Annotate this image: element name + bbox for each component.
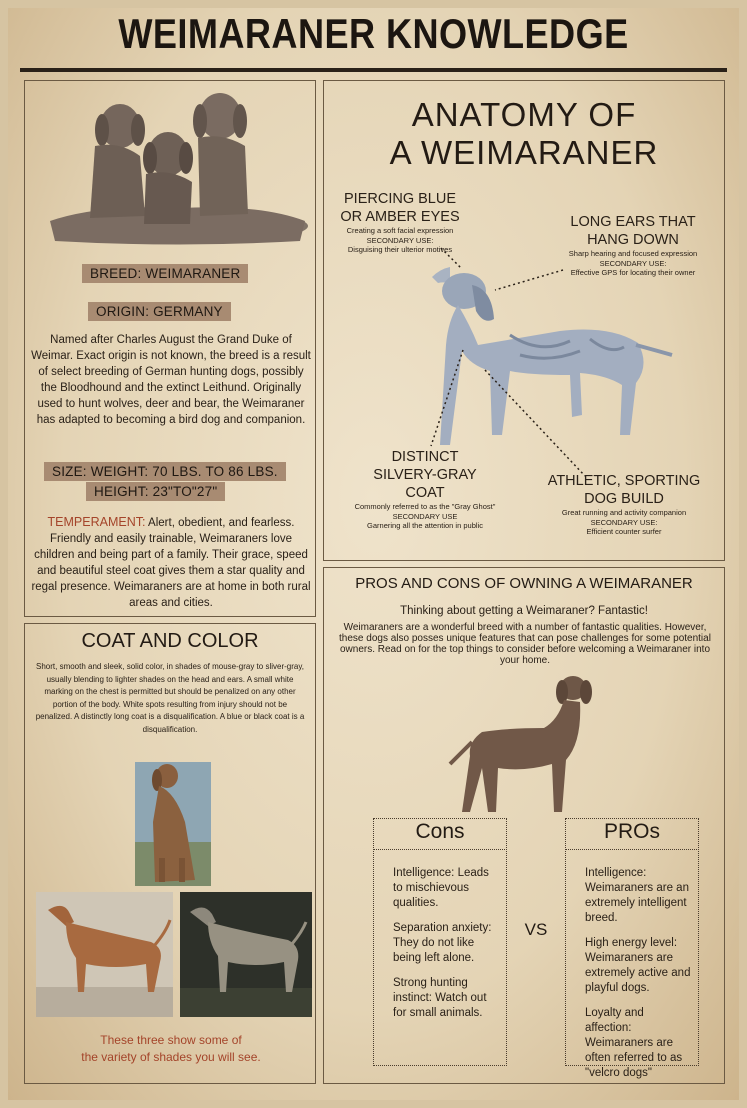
pros-cons-intro: Weimaraners are a wonderful breed with a number of fantastic qualities. However, these dogs also posses unique features that can pose challenges for some potential owners. Read on for the top things to consider before welcoming a Weimaraner into your home.: [339, 622, 711, 666]
title-divider: [20, 68, 727, 72]
pros-list: [585, 866, 691, 1081]
coat-sub-3: Garnering all the attention in public: [367, 521, 483, 530]
dog-photo-reddish: [36, 892, 173, 1017]
build-label-line2: DOG BUILD: [584, 491, 664, 507]
cons-item-2: Separation anxiety: They do not like being left alone.: [393, 922, 492, 964]
eyes-sub-2: SECONDARY USE:: [366, 235, 434, 245]
build-sub-3: Efficient counter surfer: [586, 527, 662, 536]
puppies-photo: [40, 86, 310, 246]
temperament-text: [30, 514, 312, 611]
ears-sub-3: Effective GPS for locating their owner: [570, 268, 696, 277]
cons-item-1: Intelligence: Leads to mischievous qualities.: [393, 867, 489, 909]
coat-label-line3: COAT: [405, 485, 445, 501]
cons-item-3: Strong hunting instinct: Watch out for small animals.: [393, 977, 487, 1019]
dog-photo-gray: [180, 892, 312, 1017]
eyes-label-line1: PIERCING BLUE: [344, 191, 456, 207]
build-sub-1: Great running and activity companion: [561, 508, 687, 517]
coat-label-line1: DISTINCT: [391, 449, 459, 465]
build-sub-2: SECONDARY USE:: [590, 517, 658, 527]
standing-dog-photo: [448, 672, 608, 817]
breed-intro-text: Named after Charles August the Grand Duke of Weimar. Exact origin is not known, the breed is a result of select breeding of German hunting dogs, possibly the Bloodhound and the extinct Leithund. Originally used to hunt wolves, deer and bear, the Weimaraner has adapted to becoming a bird dog and companion.: [31, 334, 311, 426]
size-weight-tag: SIZE: WEIGHT: 70 LBS. TO 86 LBS.: [44, 462, 286, 481]
coat-callout: [345, 448, 505, 531]
pros-cons-lead: Thinking about getting a Weimaraner? Fantastic!: [400, 605, 648, 617]
cons-list: [393, 866, 497, 1021]
cons-title: Cons: [415, 820, 465, 843]
page-title: WEIMARANER KNOWLEDGE: [118, 10, 629, 57]
coat-caption-line2: the variety of shades you will see.: [81, 1050, 261, 1064]
anatomy-heading-line2: A WEIMARANER: [389, 134, 659, 171]
coat-caption: [30, 1032, 312, 1066]
coat-color-heading: COAT AND COLOR: [81, 630, 259, 652]
pros-item-1: Intelligence: Weimaraners are an extremely intelligent breed.: [585, 867, 689, 924]
coat-color-text: Short, smooth and sleek, solid color, in shades of mouse-gray to sliver-gray, usually blending to lighter shades on the head and ears. A small white marking on the chest is permitted but should be penalized on any other portion of the body. White spots resulting from injury should not be penalized. A distinctly long coat is a disqualification. A blue or black coat is a disqualification.: [35, 662, 305, 734]
origin-tag: ORIGIN: GERMANY: [88, 302, 231, 321]
build-label-line1: ATHLETIC, SPORTING: [547, 473, 701, 489]
ears-label-line1: LONG EARS THAT: [570, 214, 696, 230]
pros-cons-heading: PROS AND CONS OF OWNING A WEIMARANER: [355, 575, 693, 592]
coat-caption-line1: These three show some of: [100, 1033, 242, 1047]
coat-sub-2: SECONDARY USE: [392, 511, 458, 521]
coat-sub-1: Commonly referred to as the "Gray Ghost": [354, 502, 496, 511]
anatomy-heading-line1: ANATOMY OF: [411, 96, 637, 133]
vs-label: VS: [524, 920, 548, 939]
ears-sub-1: Sharp hearing and focused expression: [568, 249, 698, 258]
pros-item-3: Loyalty and affection: Weimaraners are often referred to as "velcro dogs": [585, 1007, 683, 1079]
build-callout: [534, 472, 714, 537]
eyes-sub-3: Disguising their ulterior motives: [347, 245, 453, 254]
dog-photo-sitting: [135, 762, 211, 886]
temperament-description: Alert, obedient, and fearless. Friendly and easily trainable, Weimaraners love children and being part of a family. Their grace, speed and beautiful steel coat gives them a star quality and regal presence. Weimaraners are at home in both rural areas and cities.: [31, 517, 311, 609]
pros-item-2: High energy level: Weimaraners are extremely active and playful dogs.: [585, 937, 691, 994]
size-height-tag: HEIGHT: 23"TO"27": [86, 482, 225, 501]
ears-sub-2: SECONDARY USE:: [599, 258, 667, 268]
eyes-label-line2: OR AMBER EYES: [340, 209, 460, 225]
ears-label-line2: HANG DOWN: [587, 232, 679, 248]
pros-title: PROs: [603, 820, 660, 843]
temperament-label: TEMPERAMENT:: [47, 515, 146, 529]
breed-tag: BREED: WEIMARANER: [82, 264, 248, 283]
eyes-sub-1: Creating a soft facial expression: [346, 226, 454, 235]
coat-label-line2: SILVERY-GRAY: [373, 467, 477, 483]
